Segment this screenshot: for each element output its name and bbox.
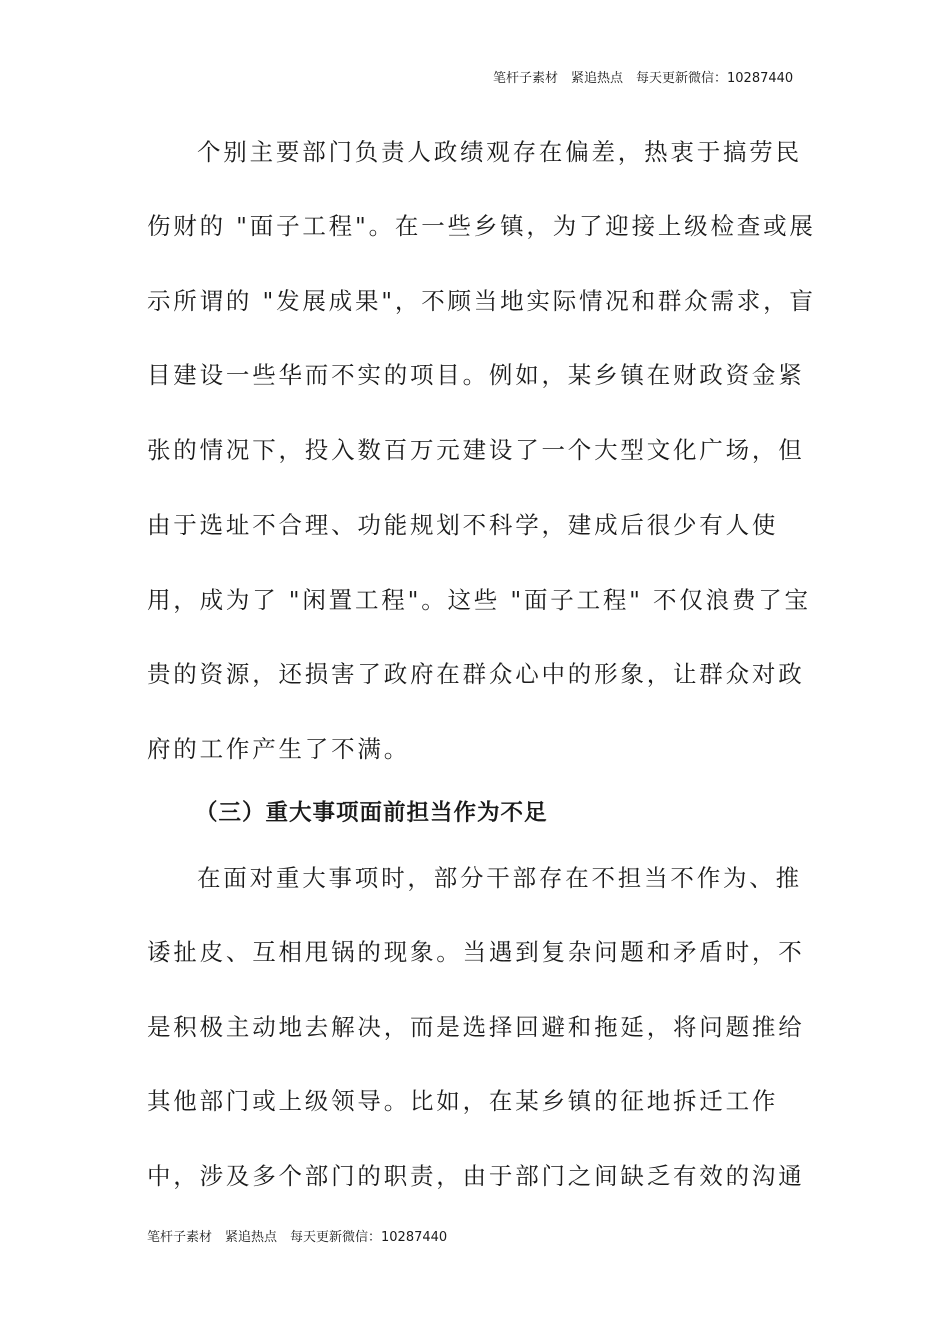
paragraph-1-line: 目建设一些华而不实的项目。例如，某乡镇在财政资金紧 <box>147 361 805 389</box>
paragraph-1-line: 贵的资源，还损害了政府在群众心中的形象，让群众对政 <box>147 660 805 688</box>
section-heading: （三）重大事项面前担当作为不足 <box>195 800 548 826</box>
paragraph-1-line: 张的情况下，投入数百万元建设了一个大型文化广场，但 <box>147 436 805 464</box>
paragraph-1-line: 府的工作产生了不满。 <box>147 735 410 763</box>
page-footer: 笔杆子素材 紧追热点 每天更新微信：10287440 <box>147 1230 448 1245</box>
paragraph-1-line: 伤财的 "面子工程"。在一些乡镇，为了迎接上级检查或展 <box>147 212 816 240</box>
paragraph-1-line: 用，成为了 "闲置工程"。这些 "面子工程" 不仅浪费了宝 <box>147 586 811 614</box>
paragraph-1-line: 示所谓的 "发展成果"，不顾当地实际情况和群众需求，盲 <box>147 287 816 315</box>
paragraph-2-line: 中，涉及多个部门的职责，由于部门之间缺乏有效的沟通 <box>147 1162 805 1190</box>
page-header: 笔杆子素材 紧追热点 每天更新微信：10287440 <box>493 71 794 86</box>
paragraph-1-line: 由于选址不合理、功能规划不科学，建成后很少有人使 <box>147 511 779 539</box>
paragraph-2-line: 其他部门或上级领导。比如，在某乡镇的征地拆迁工作 <box>147 1087 779 1115</box>
paragraph-2-line: 在面对重大事项时，部分干部存在不担当不作为、推 <box>197 864 802 892</box>
paragraph-2-line: 是积极主动地去解决，而是选择回避和拖延，将问题推给 <box>147 1013 805 1041</box>
paragraph-1-line: 个别主要部门负责人政绩观存在偏差，热衷于搞劳民 <box>197 138 802 166</box>
paragraph-2-line: 诿扯皮、互相甩锅的现象。当遇到复杂问题和矛盾时，不 <box>147 938 805 966</box>
